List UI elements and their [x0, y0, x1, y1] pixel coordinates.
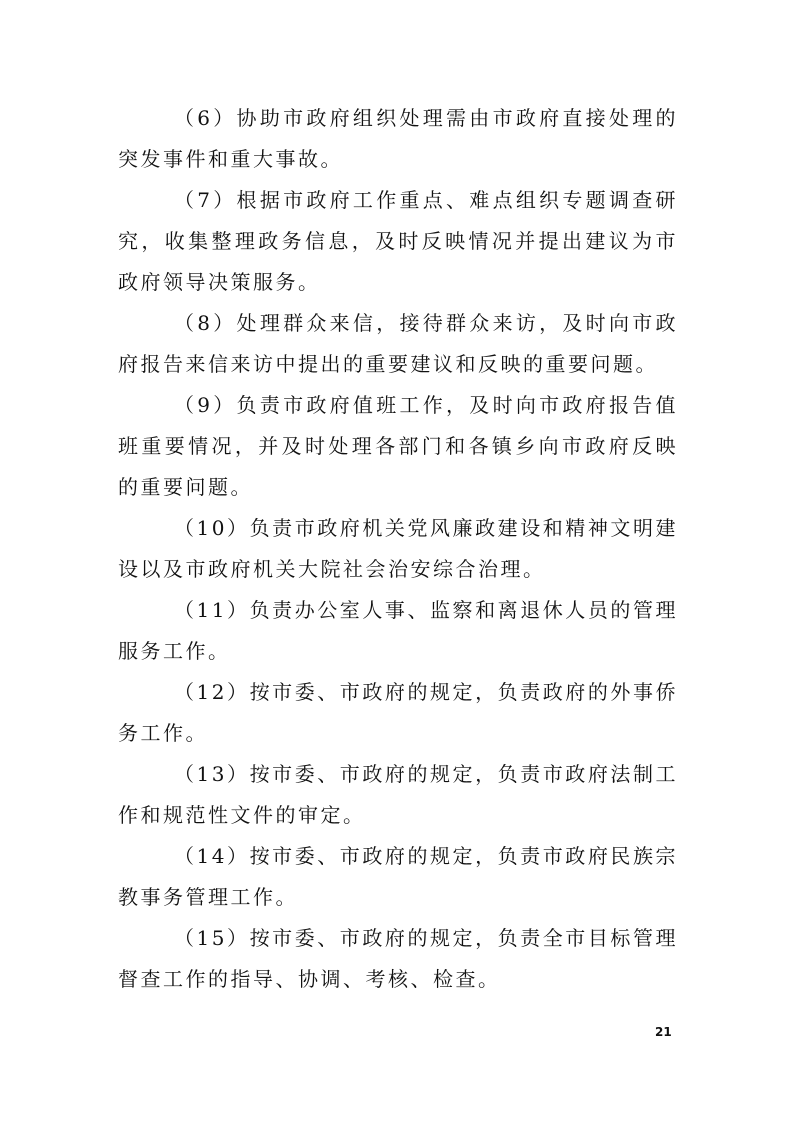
page-number: 21 [655, 1025, 672, 1039]
document-body [118, 98, 678, 1000]
paragraph-item-8: （8）处理群众来信，接待群众来访，及时向市政府报告来信来访中提出的重要建议和反映的重要问题。 [118, 311, 678, 376]
paragraph-item-13: （13）按市委、市政府的规定，负责市政府法制工作和规范性文件的审定。 [118, 762, 678, 827]
paragraph-item-11: （11）负责办公室人事、监察和离退休人员的管理服务工作。 [118, 598, 678, 663]
paragraph-item-6: （6）协助市政府组织处理需由市政府直接处理的突发事件和重大事故。 [118, 106, 678, 171]
paragraph-item-10: （10）负责市政府机关党风廉政建设和精神文明建设以及市政府机关大院社会治安综合治理。 [118, 516, 678, 581]
paragraph-item-9: （9）负责市政府值班工作，及时向市政府报告值班重要情况，并及时处理各部门和各镇乡向市政府反映的重要问题。 [118, 393, 678, 499]
paragraph-item-7: （7）根据市政府工作重点、难点组织专题调查研究，收集整理政务信息，及时反映情况并提出建议为市政府领导决策服务。 [118, 188, 678, 294]
paragraph-item-12: （12）按市委、市政府的规定，负责政府的外事侨务工作。 [118, 680, 678, 745]
paragraph-item-14: （14）按市委、市政府的规定，负责市政府民族宗教事务管理工作。 [118, 844, 678, 909]
paragraph-item-15: （15）按市委、市政府的规定，负责全市目标管理督查工作的指导、协调、考核、检查。 [118, 926, 678, 991]
